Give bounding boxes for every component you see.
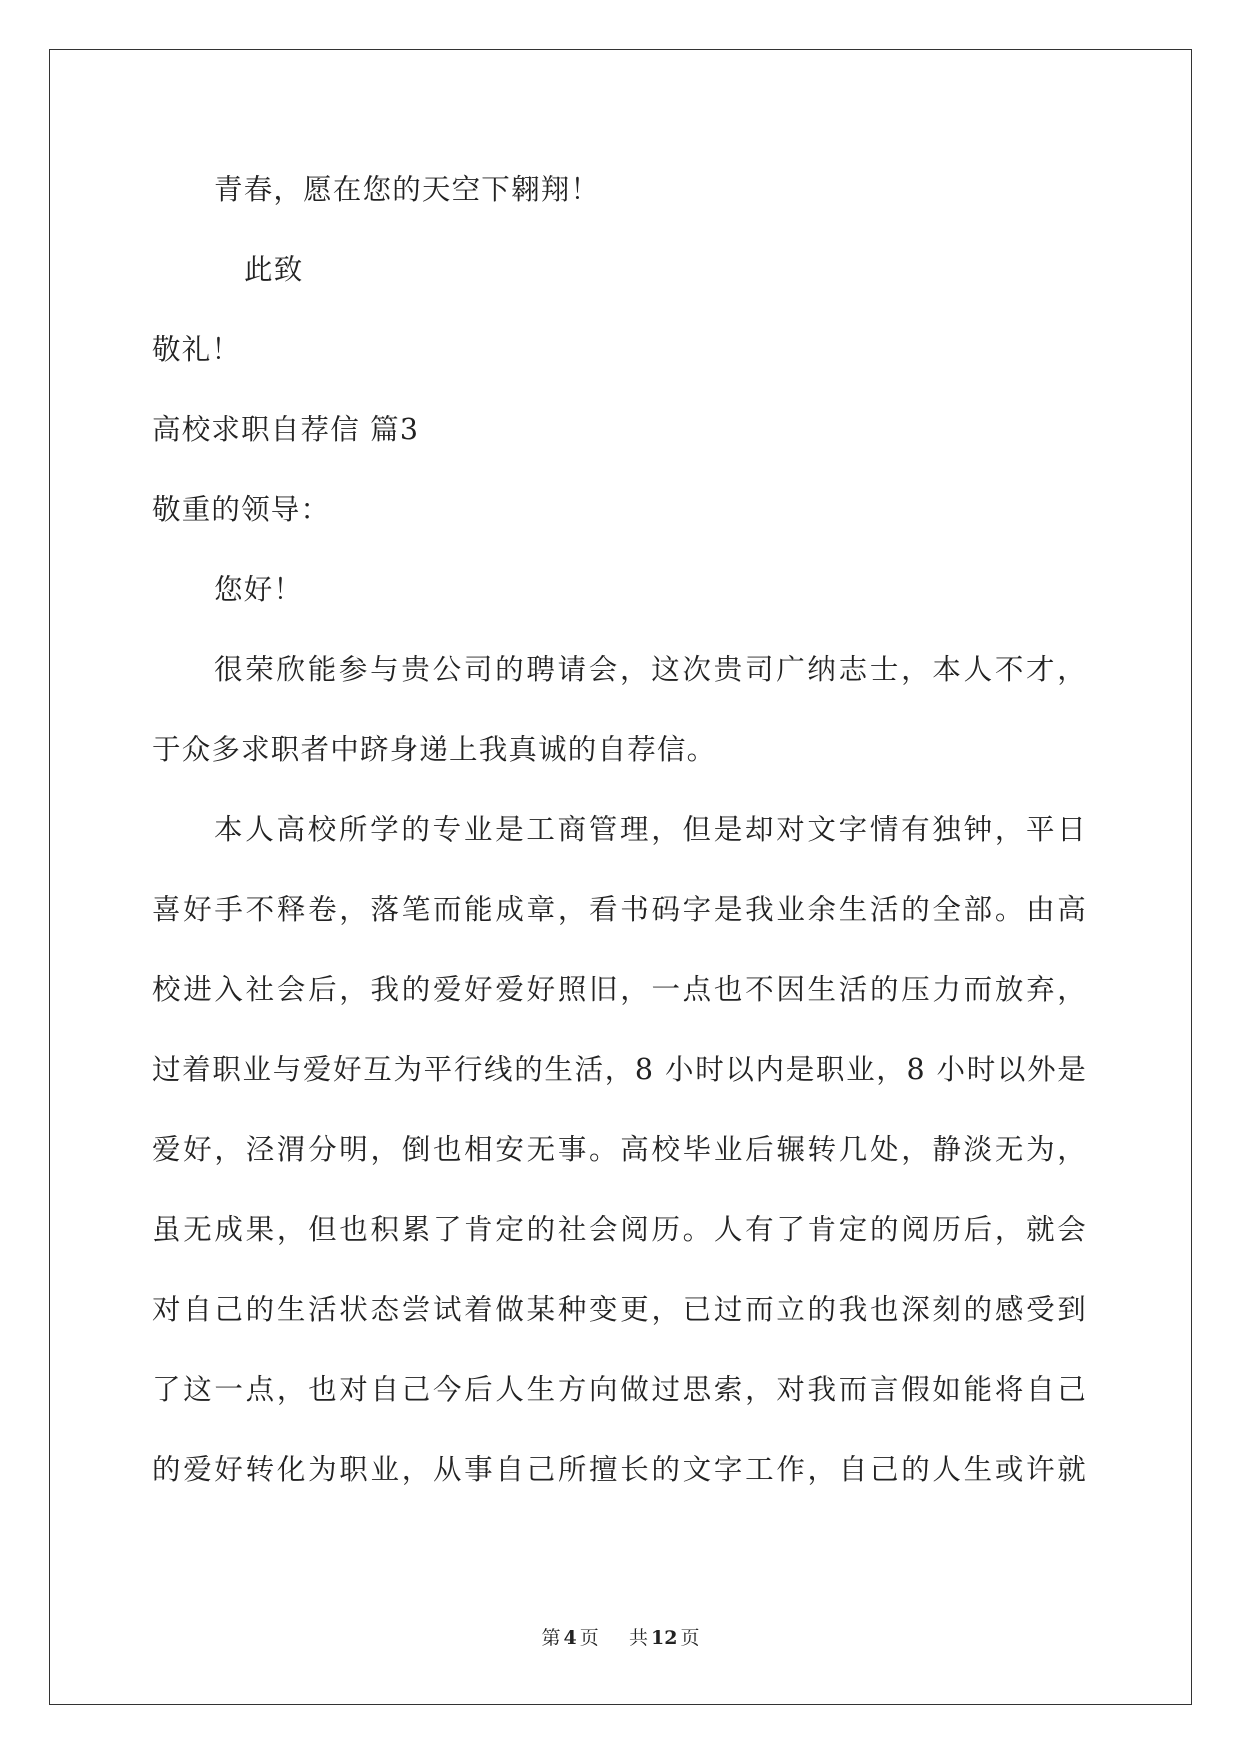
total-suffix: 页	[680, 1627, 700, 1649]
paragraph-line: 很荣欣能参与贵公司的聘请会，这次贵司广纳志士，本人不才，	[214, 653, 1087, 686]
paragraph-line: 喜好手不释卷，落笔而能成章，看书码字是我业余生活的全部。由高	[152, 893, 1087, 926]
paragraph-line: 的爱好转化为职业，从事自己所擅长的文字工作，自己的人生或许就	[152, 1453, 1087, 1486]
paragraph-line: 爱好，泾渭分明，倒也相安无事。高校毕业后辗转几处，静淡无为，	[152, 1133, 1087, 1166]
page-current: 4	[563, 1627, 577, 1649]
total-prefix: 共	[628, 1627, 648, 1649]
page-suffix: 页	[579, 1627, 599, 1649]
paragraph-line: 本人高校所学的专业是工商管理，但是却对文字情有独钟，平日	[214, 813, 1087, 846]
page-total: 12	[650, 1627, 678, 1649]
page-prefix: 第	[541, 1627, 561, 1649]
page-number	[0, 1623, 1241, 1650]
paragraph-line: 了这一点，也对自己今后人生方向做过思索，对我而言假如能将自己	[152, 1373, 1087, 1406]
greeting-addressee: 敬重的领导：	[152, 493, 331, 526]
greeting-hello: 您好！	[214, 573, 304, 606]
salutation-cizhi: 此致	[244, 253, 304, 286]
paragraph-line: 于众多求职者中跻身递上我真诚的自荐信。	[152, 733, 717, 766]
salutation-jingli: 敬礼！	[152, 333, 242, 366]
paragraph-line: 对自己的生活状态尝试着做某种变更，已过而立的我也深刻的感受到	[152, 1293, 1087, 1326]
paragraph-line: 校进入社会后，我的爱好爱好照旧，一点也不因生活的压力而放弃，	[152, 973, 1087, 1006]
section-heading: 高校求职自荐信 篇3	[152, 413, 420, 446]
paragraph-line: 过着职业与爱好互为平行线的生活，8 小时以内是职业，8 小时以外是	[152, 1053, 1087, 1086]
closing-wish-line: 青春，愿在您的天空下翱翔！	[214, 173, 601, 206]
paragraph-line: 虽无成果，但也积累了肯定的社会阅历。人有了肯定的阅历后，就会	[152, 1213, 1087, 1246]
